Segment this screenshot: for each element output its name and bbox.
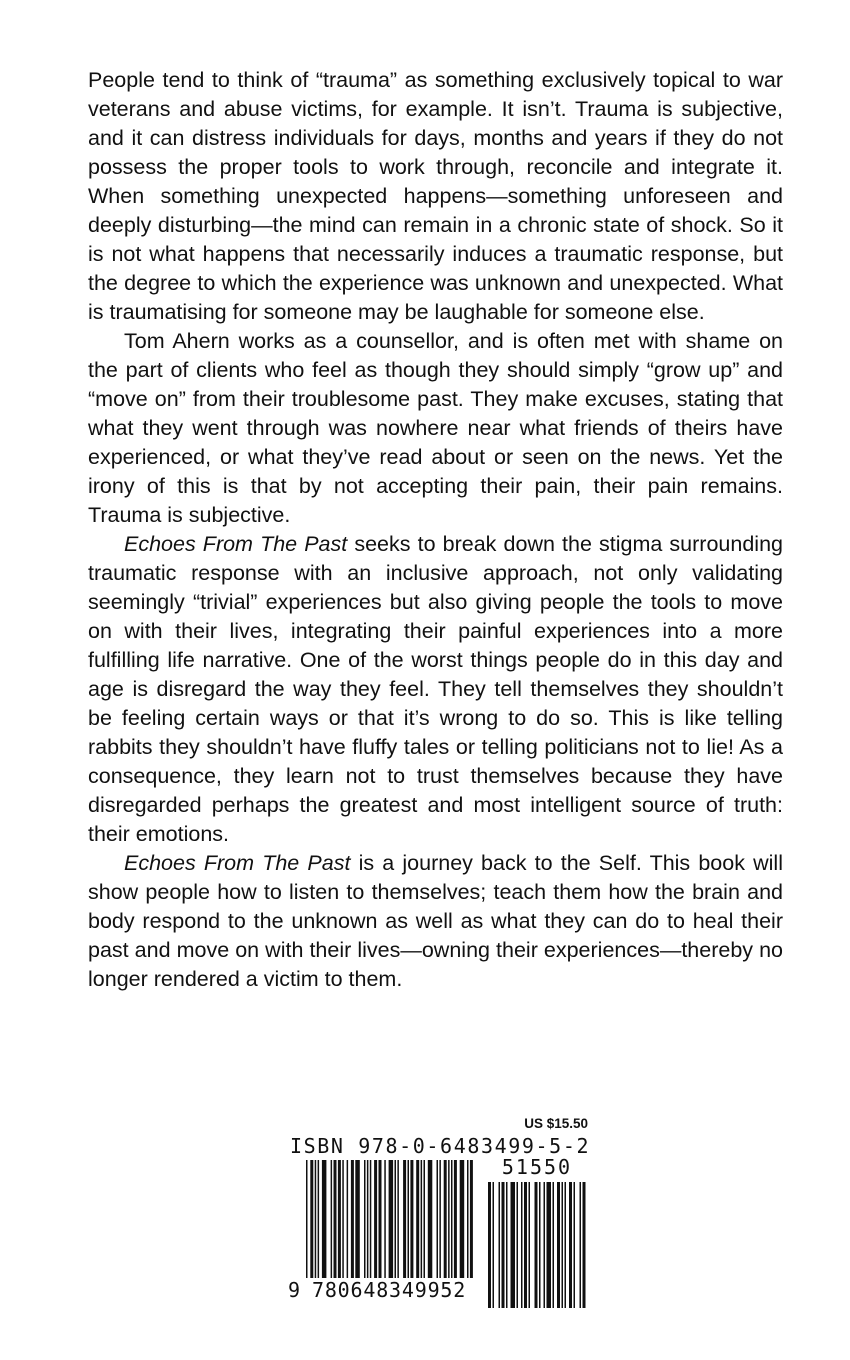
barcode-bar bbox=[374, 1160, 377, 1278]
barcode-bar bbox=[322, 1160, 327, 1278]
barcode-bar bbox=[574, 1182, 576, 1308]
barcode-bar bbox=[397, 1160, 399, 1278]
barcode-bar bbox=[547, 1182, 552, 1308]
blurb-paragraph-3 bbox=[88, 530, 783, 849]
barcode-bar bbox=[342, 1160, 344, 1278]
barcode-bar bbox=[408, 1160, 410, 1278]
barcode-bar bbox=[583, 1182, 586, 1308]
barcode-bar bbox=[488, 1182, 491, 1308]
back-cover-blurb bbox=[88, 66, 783, 994]
barcode-bar bbox=[535, 1182, 538, 1308]
barcode-bar bbox=[451, 1160, 453, 1278]
barcode-bar bbox=[454, 1160, 457, 1278]
barcode-bar bbox=[470, 1160, 473, 1278]
barcode-bar bbox=[524, 1182, 527, 1308]
barcode-bar bbox=[553, 1182, 555, 1308]
barcode-bar bbox=[502, 1182, 505, 1308]
barcode-bar bbox=[331, 1160, 333, 1278]
barcode-bar bbox=[448, 1160, 450, 1278]
barcode-bar bbox=[310, 1160, 313, 1278]
barcode-bar bbox=[569, 1182, 572, 1308]
barcode-bar bbox=[395, 1160, 397, 1278]
barcode-bar bbox=[410, 1160, 413, 1278]
barcode-bar bbox=[439, 1160, 441, 1278]
barcode-bar bbox=[557, 1182, 560, 1308]
blurb-paragraph-2: Tom Ahern works as a counsellor, and is often met with shame on the part of clients who feel as though they should simply “grow up” and “move on” from their troublesome past. They make excuses, stating that what they went through was nowhere near what friends of theirs have experienced, or what they’ve read about or seen on the news. Yet the irony of this is that by not accepting their pain, their pain remains. Trauma is subjective. bbox=[88, 329, 783, 527]
barcode-bar bbox=[467, 1160, 469, 1278]
isbn-label: ISBN 978-0-6483499-5-2 bbox=[290, 1134, 591, 1158]
blurb-paragraph-1: People tend to think of “trauma” as something exclusively topical to war veterans and abuse victims, for example. It isn’t. Trauma is subjective, and it can distress individuals for days, months and years if they do not possess the proper tools to work through, reconcile and integrate it. When something unexpected happens—something unforeseen and deeply disturbing—the mind can remain in a chronic state of shock. So it is not what happens that necessarily induces a traumatic response, but the degree to which the experience was unknown and unexpected. What is traumatising for someone may be laughable for someone else. bbox=[88, 68, 783, 324]
barcode-bar bbox=[351, 1160, 354, 1278]
barcode-bar bbox=[389, 1160, 394, 1278]
barcode-bar bbox=[384, 1160, 386, 1278]
barcode-bar bbox=[338, 1160, 341, 1278]
barcode-bar bbox=[562, 1182, 564, 1308]
barcode-addon-digits: 51550 bbox=[501, 1155, 573, 1179]
barcode-digits: 780648349952 bbox=[309, 1278, 469, 1302]
blurb-paragraph-4-text: is a journey back to the Self. This book will show people how to listen to themselves; teach them how the brain and body respond to the unknown as well as what they can do to heal their past and move on with their lives—owning their experiences—thereby no longer rendered a victim to them. bbox=[88, 851, 783, 991]
barcode-bar bbox=[460, 1160, 465, 1278]
barcode-bar bbox=[428, 1160, 433, 1278]
barcode-bar bbox=[517, 1182, 519, 1308]
barcode-bar bbox=[334, 1160, 337, 1278]
barcode-bar bbox=[347, 1160, 349, 1278]
barcode-bar bbox=[416, 1160, 419, 1278]
barcode-first-digit: 9 bbox=[288, 1278, 301, 1302]
barcode-bar bbox=[370, 1160, 372, 1278]
barcode-bar bbox=[318, 1160, 320, 1278]
barcode-bar bbox=[421, 1160, 423, 1278]
barcode-bar bbox=[511, 1182, 516, 1308]
barcode-bar bbox=[403, 1160, 406, 1278]
barcode-bar bbox=[424, 1160, 426, 1278]
blurb-paragraph-4 bbox=[88, 849, 783, 994]
barcode-bar bbox=[379, 1160, 382, 1278]
barcode-bar bbox=[521, 1182, 523, 1308]
barcode-bar bbox=[499, 1182, 501, 1308]
barcode-bar bbox=[493, 1182, 495, 1308]
price-label: US $15.50 bbox=[524, 1116, 588, 1131]
barcode-bar bbox=[355, 1160, 360, 1278]
barcode-bar bbox=[364, 1160, 366, 1278]
book-title: Echoes From The Past bbox=[124, 532, 348, 556]
barcode-bar bbox=[580, 1182, 582, 1308]
blurb-paragraph-3-text: seeks to break down the stigma surrounding traumatic response with an inclusive approach, not only validating seemingly “trivial” experiences but also giving people the tools to move on with their lives, integrating their painful experiences into a more fulfilling life narrative. One of the worst things people do in this day and age is disregard the way they feel. They tell themselves they shouldn’t be feeling certain ways or that it’s wrong to do so. This is like telling rabbits they shouldn’t have fluffy tales or telling politicians not to lie! As a consequence, they learn not to trust themselves because they have disregarded perhaps the greatest and most intelligent source of truth: their emotions. bbox=[88, 532, 783, 846]
barcode-bar bbox=[529, 1182, 531, 1308]
barcode-bar bbox=[506, 1182, 508, 1308]
barcode-bar bbox=[539, 1182, 541, 1308]
barcode-bar bbox=[306, 1160, 308, 1278]
barcode-bar bbox=[565, 1182, 567, 1308]
book-title: Echoes From The Past bbox=[124, 851, 351, 875]
barcode-bar bbox=[367, 1160, 369, 1278]
barcode-bar bbox=[437, 1160, 439, 1278]
barcode-bar bbox=[444, 1160, 447, 1278]
barcode-bar bbox=[544, 1182, 546, 1308]
barcode-bar bbox=[315, 1160, 317, 1278]
